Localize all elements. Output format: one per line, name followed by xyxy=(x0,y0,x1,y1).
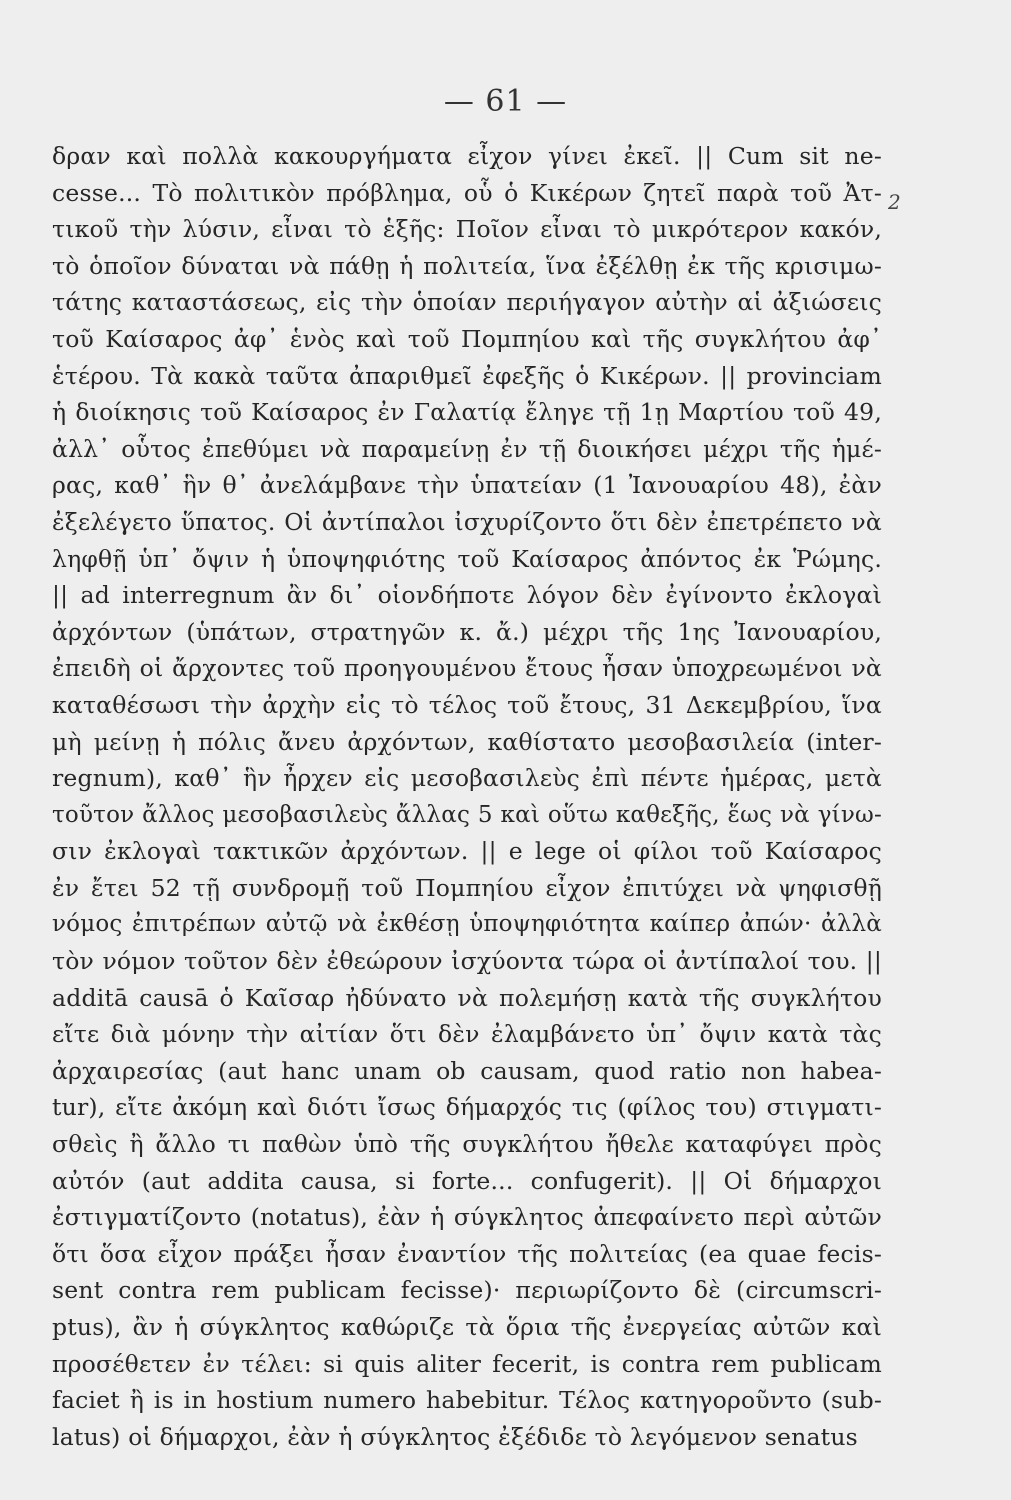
text-line: ὅτι ὅσα εἶχον πράξει ἦσαν ἐναντίον τῆς πολιτείας (ea quae fecis- xyxy=(52,1239,882,1268)
text-line: προσέθετεν ἐν τέλει: si quis aliter fecerit, is contra rem publicam xyxy=(52,1349,882,1378)
text-line: faciet ἢ is in hostium numero habebitur. Τέλος κατηγοροῦντο (sub- xyxy=(52,1386,882,1415)
text-line: σθεὶς ἢ ἄλλο τι παθὼν ὑπὸ τῆς συγκλήτου ἤθελε καταφύγει πρὸς xyxy=(52,1130,882,1159)
text-line: ἀρχόντων (ὑπάτων, στρατηγῶν κ. ἄ.) μέχρι τῆς 1ης Ἰανουαρίου, xyxy=(52,617,882,646)
text-line: ἐστιγματίζοντο (notatus), ἐὰν ἡ σύγκλητος ἀπεφαίνετο περὶ αὐτῶν xyxy=(52,1203,882,1232)
text-line: σιν ἐκλογαὶ τακτικῶν ἀρχόντων. || e lege οἱ φίλοι τοῦ Καίσαρος xyxy=(52,837,882,866)
text-line: || ad interregnum ἂν δι᾽ οἱονδήποτε λόγον δὲν ἐγίνοντο ἐκλογαὶ xyxy=(52,581,882,610)
text-line: ἑτέρου. Τὰ κακὰ ταῦτα ἀπαριθμεῖ ἐφεξῆς ὁ Κικέρων. || provinciam xyxy=(52,361,882,390)
text-line: τάτης καταστάσεως, εἰς τὴν ὁποίαν περιήγαγον αὐτὴν αἱ ἀξιώσεις xyxy=(52,288,882,317)
text-line: ptus), ἂν ἡ σύγκλητος καθώριζε τὰ ὅρια τῆς ἐνεργείας αὐτῶν καὶ xyxy=(52,1313,882,1341)
margin-line-number: 2 xyxy=(888,190,901,214)
text-line: ἀρχαιρεσίας (aut hanc unam ob causam, quod ratio non habea- xyxy=(52,1056,882,1085)
text-line: δραν καὶ πολλὰ κακουργήματα εἶχον γίνει ἐκεῖ. || Cum sit ne- xyxy=(52,142,882,170)
body-text xyxy=(52,138,882,1455)
text-line: τικοῦ τὴν λύσιν, εἶναι τὸ ἑξῆς: Ποῖον εἶναι τὸ μικρότερον κακόν, xyxy=(52,215,882,244)
text-line: regnum), καθ᾽ ἣν ἦρχεν εἰς μεσοβασιλεὺς ἐπὶ πέντε ἡμέρας, μετὰ xyxy=(52,764,882,793)
text-line: τὸν νόμον τοῦτον δὲν ἐθεώρουν ἰσχύοντα τώρα οἱ ἀντίπαλοί του. || xyxy=(52,947,882,976)
page-number: — 61 — xyxy=(443,84,568,119)
text-line: τὸ ὁποῖον δύναται νὰ πάθῃ ἡ πολιτεία, ἵνα ἐξέλθῃ ἐκ τῆς κρισιμω- xyxy=(52,251,882,280)
text-line: ἐπειδὴ οἱ ἄρχοντες τοῦ προηγουμένου ἔτους ἦσαν ὑποχρεωμένοι νὰ xyxy=(52,654,882,683)
text-line: ληφθῇ ὑπ᾽ ὄψιν ἡ ὑποψηφιότης τοῦ Καίσαρος ἀπόντος ἐκ Ῥώμης. xyxy=(52,544,882,573)
text-line: καταθέσωσι τὴν ἀρχὴν εἰς τὸ τέλος τοῦ ἔτους, 31 Δεκεμβρίου, ἵνα xyxy=(52,690,882,719)
text-line: αὐτόν (aut addita causa, si forte... confugerit). || Οἱ δήμαρχοι xyxy=(52,1166,882,1195)
text-line: cesse... Τὸ πολιτικὸν πρόβλημα, οὗ ὁ Κικέρων ζητεῖ παρὰ τοῦ Ἀτ- xyxy=(52,178,882,207)
text-line: ἀλλ᾽ οὗτος ἐπεθύμει νὰ παραμείνῃ ἐν τῇ διοικήσει μέχρι τῆς ἡμέ- xyxy=(52,434,882,463)
text-line: ἐν ἔτει 52 τῇ συνδρομῇ τοῦ Πομπηίου εἶχον ἐπιτύχει νὰ ψηφισθῇ xyxy=(52,873,882,902)
text-line: ἐξελέγετο ὕπατος. Οἱ ἀντίπαλοι ἰσχυρίζοντο ὅτι δὲν ἐπετρέπετο νὰ xyxy=(52,507,882,536)
text-line: μὴ μείνῃ ἡ πόλις ἄνευ ἀρχόντων, καθίστατο μεσοβασιλεία (inter- xyxy=(52,727,882,756)
text-line: ἡ διοίκησις τοῦ Καίσαρος ἐν Γαλατίᾳ ἔληγε τῇ 1ῃ Μαρτίου τοῦ 49, xyxy=(52,398,882,427)
text-line: νόμος ἐπιτρέπων αὐτῷ νὰ ἐκθέσῃ ὑποψηφιότητα καίπερ ἀπών· ἀλλὰ xyxy=(52,911,882,938)
text-line: tur), εἴτε ἀκόμη καὶ διότι ἴσως δήμαρχός τις (φίλος του) στιγματι- xyxy=(52,1093,882,1122)
text-line: τοῦτον ἄλλος μεσοβασιλεὺς ἄλλας 5 καὶ οὕτω καθεξῆς, ἕως νὰ γίνω- xyxy=(52,801,882,828)
text-line: εἴτε διὰ μόνην τὴν αἰτίαν ὅτι δὲν ἐλαμβάνετο ὑπ᾽ ὄψιν κατὰ τὰς xyxy=(52,1020,882,1049)
text-line: ρας, καθ᾽ ἣν θ᾽ ἀνελάμβανε τὴν ὑπατείαν (1 Ἰανουαρίου 48), ἐὰν xyxy=(52,471,882,500)
text-line: additā causā ὁ Καῖσαρ ἠδύνατο νὰ πολεμήσῃ κατὰ τῆς συγκλήτου xyxy=(52,983,882,1012)
text-line: latus) οἱ δήμαρχοι, ἐὰν ἡ σύγκλητος ἐξέδιδε τὸ λεγόμενον senatus xyxy=(52,1422,858,1451)
text-line: sent contra rem publicam fecisse)· περιωρίζοντο δὲ (circumscri- xyxy=(52,1276,882,1305)
text-line: τοῦ Καίσαρος ἀφ᾽ ἑνὸς καὶ τοῦ Πομπηίου καὶ τῆς συγκλήτου ἀφ᾽ xyxy=(52,324,882,353)
